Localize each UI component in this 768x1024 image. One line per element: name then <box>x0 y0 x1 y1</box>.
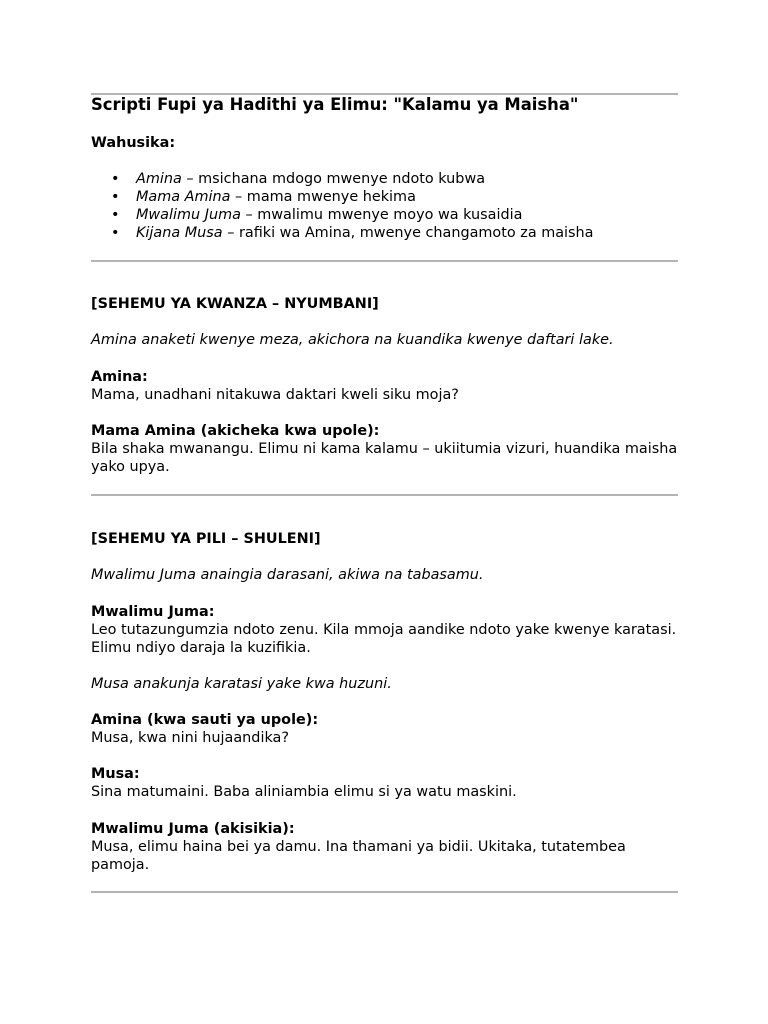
cast-list <box>91 170 678 242</box>
divider-after-scene1 <box>91 494 678 496</box>
dialogue-line: Sina matumaini. Baba aliniambia elimu si ya watu maskini. <box>91 784 517 800</box>
speaker-label: Amina (kwa sauti ya upole): <box>91 712 319 728</box>
document-title: Scripti Fupi ya Hadithi ya Elimu: "Kalamu ya Maisha" <box>91 95 579 114</box>
speaker-label: Musa: <box>91 766 140 782</box>
cast-item-amina <box>91 170 678 188</box>
dialogue-line: Bila shaka mwanangu. Elimu ni kama kalamu – ukiitumia vizuri, huandika maisha yako upya. <box>91 441 678 475</box>
bullet-icon: • <box>111 171 120 187</box>
bullet-icon: • <box>111 225 120 241</box>
cast-description: – mwalimu mwenye moyo wa kusaidia <box>240 207 523 223</box>
cast-description: – msichana mdogo mwenye ndoto kubwa <box>181 171 486 187</box>
dialogue-line: Musa, kwa nini hujaandika? <box>91 730 289 746</box>
scene1-stage-direction: Amina anaketi kwenye meza, akichora na kuandika kwenye daftari lake. <box>91 332 614 348</box>
speaker-label: Mwalimu Juma: <box>91 604 215 620</box>
dialogue-line: Mama, unadhani nitakuwa daktari kweli siku moja? <box>91 387 459 403</box>
divider-after-cast <box>91 260 678 262</box>
speaker-label: Amina: <box>91 369 148 385</box>
scene1-heading: [SEHEMU YA KWANZA – NYUMBANI] <box>91 296 379 312</box>
bullet-icon: • <box>111 189 120 205</box>
dialogue-line: Leo tutazungumzia ndoto zenu. Kila mmoja aandike ndoto yake kwenye karatasi. Elimu ndiyo daraja la kuzifikia. <box>91 622 677 656</box>
cast-name: Amina <box>136 171 182 187</box>
cast-name: Mwalimu Juma <box>136 207 241 223</box>
cast-heading: Wahusika: <box>91 135 176 151</box>
dialogue-line: Musa, elimu haina bei ya damu. Ina thamani ya bidii. Ukitaka, tutatembea pamoja. <box>91 839 626 873</box>
cast-item-mama-amina <box>91 188 678 206</box>
scene2-heading: [SEHEMU YA PILI – SHULENI] <box>91 531 321 547</box>
scene2-stage-direction: Mwalimu Juma anaingia darasani, akiwa na tabasamu. <box>91 567 484 583</box>
speaker-label: Mama Amina (akicheka kwa upole): <box>91 423 380 439</box>
cast-name: Kijana Musa <box>136 225 223 241</box>
bullet-icon: • <box>111 207 120 223</box>
divider-bottom <box>91 891 678 893</box>
scene2-stage-direction: Musa anakunja karatasi yake kwa huzuni. <box>91 676 392 692</box>
cast-item-mwalimu-juma <box>91 206 678 224</box>
speaker-label: Mwalimu Juma (akisikia): <box>91 821 295 837</box>
cast-item-kijana-musa <box>91 224 678 242</box>
cast-description: – mama mwenye hekima <box>230 189 416 205</box>
cast-name: Mama Amina <box>136 189 231 205</box>
cast-description: – rafiki wa Amina, mwenye changamoto za maisha <box>222 225 594 241</box>
